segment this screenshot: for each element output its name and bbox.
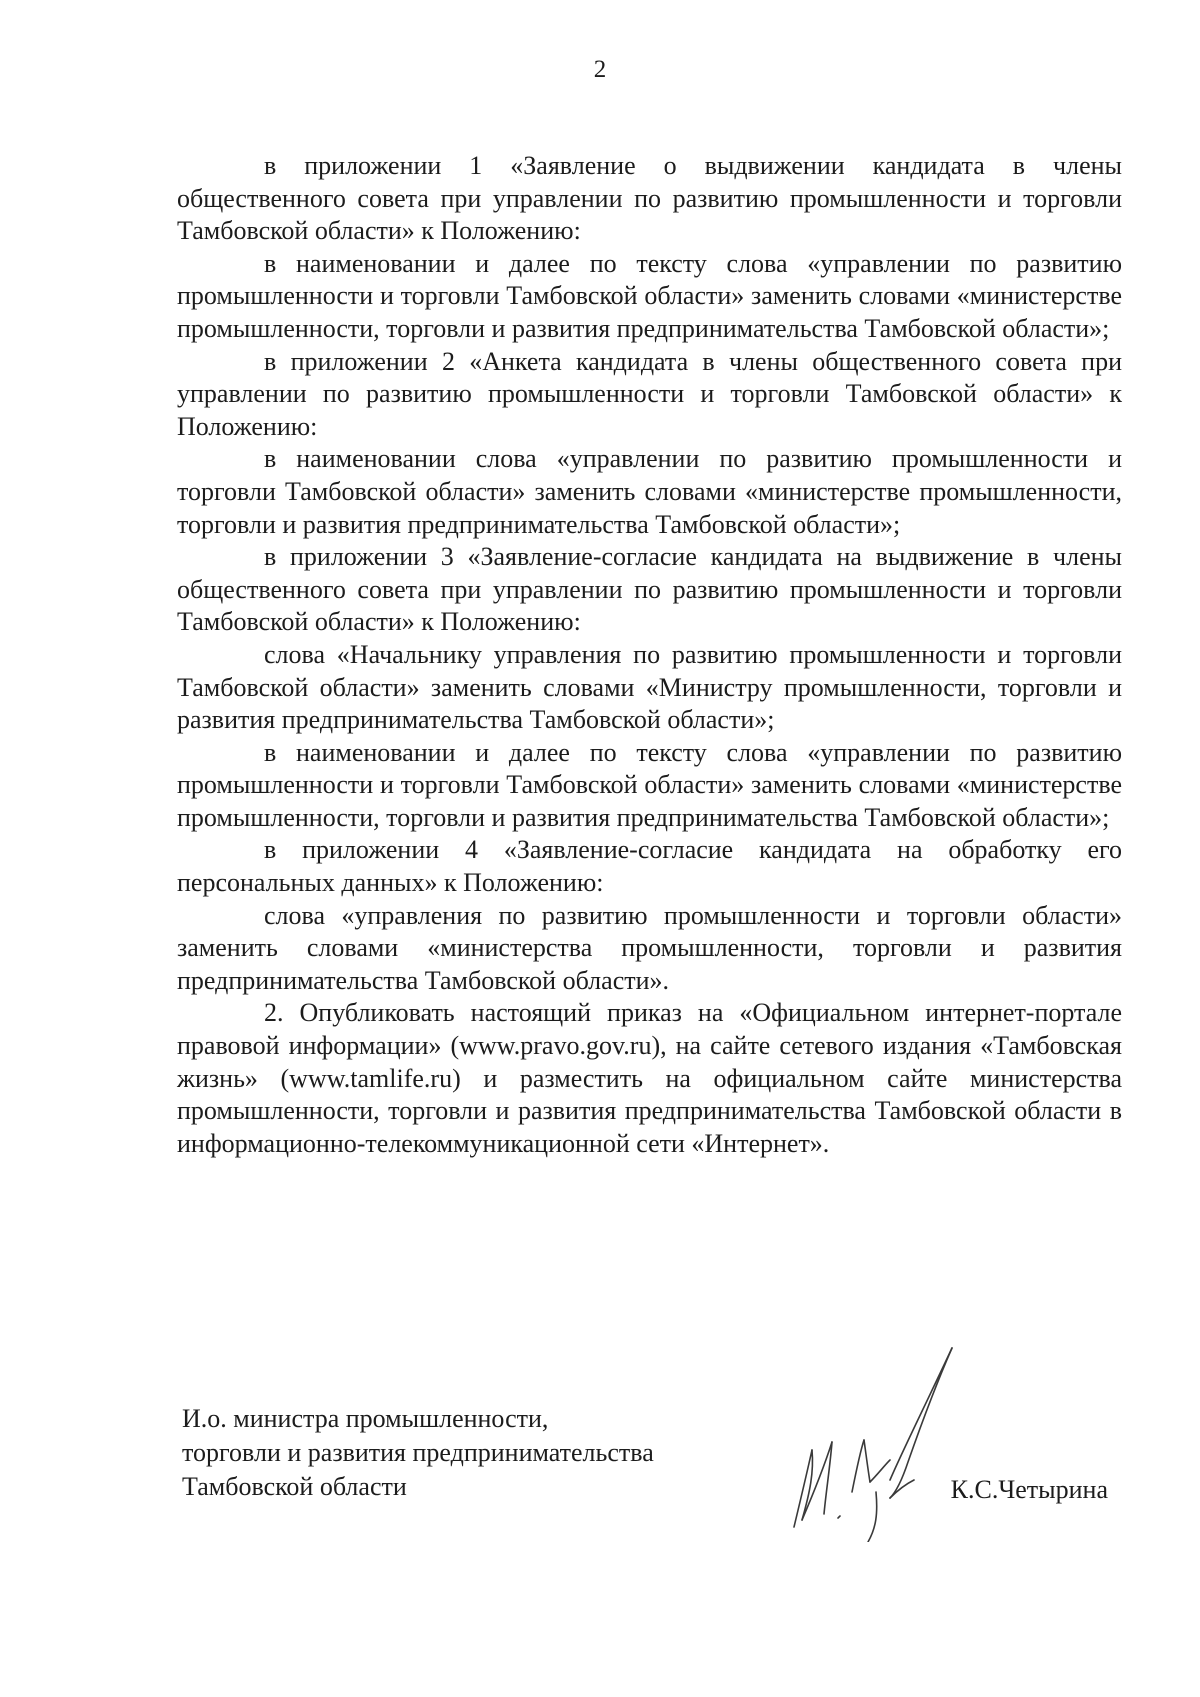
signer-name: К.С.Четырина: [950, 1475, 1108, 1504]
paragraph-appendix-4-change: слова «управления по развитию промышленности и торговли области» заменить словами «министерства промышленности, торговли и развития предпринимательства Тамбовской области».: [177, 900, 1122, 995]
signer-title: [182, 1402, 654, 1504]
body-text: [177, 150, 1122, 1160]
page-number: 2: [593, 56, 607, 83]
signer-title-line: торговли и развития предпринимательства: [182, 1438, 654, 1467]
paragraph-appendix-2-change: в наименовании слова «управлении по развитию промышленности и торговли Тамбовской области» заменить словами «министерстве промышленности, торговли и развития предпринимательства Тамбовской области»;: [177, 444, 1122, 539]
signature-block: [182, 1402, 1132, 1532]
paragraph-appendix-3: в приложении 3 «Заявление-согласие кандидата на выдвижение в члены общественного совета при управлении по развитию промышленности и торговли Тамбовской области» к Положению:: [177, 542, 1122, 637]
paragraph-appendix-1: в приложении 1 «Заявление о выдвижении кандидата в члены общественного совета при управлении по развитию промышленности и торговли Тамбовской области» к Положению:: [177, 151, 1122, 246]
paragraph-appendix-3-title-change: в наименовании и далее по тексту слова «управлении по развитию промышленности и торговли Тамбовской области» заменить словами «министерстве промышленности, торговли и развития предпринимательства Тамбовской области»;: [177, 737, 1122, 832]
paragraph-appendix-2: в приложении 2 «Анкета кандидата в члены общественного совета при управлении по развитию промышленности и торговли Тамбовской области» к Положению:: [177, 346, 1122, 441]
signer-title-line: И.о. министра промышленности,: [182, 1404, 549, 1433]
paragraph-appendix-1-change: в наименовании и далее по тексту слова «управлении по развитию промышленности и торговли Тамбовской области» заменить словами «министерстве промышленности, торговли и развития предпринимательства Тамбовской области»;: [177, 248, 1122, 343]
handwritten-signature: [772, 1342, 972, 1542]
paragraph-publication: 2. Опубликовать настоящий приказ на «Официальном интернет-портале правовой информации» (www.pravo.gov.ru), на сайте сетевого издания «Тамбовская жизнь» (www.tamlife.ru) и разместить на официальном сайте министерства промышленности, торговли и развития предпринимательства Тамбовской области в информационно-телекоммуникационной сети «Интернет».: [177, 998, 1122, 1158]
signer-title-line: Тамбовской области: [182, 1472, 407, 1501]
paragraph-appendix-4: в приложении 4 «Заявление-согласие кандидата на обработку его персональных данных» к Положению:: [177, 835, 1122, 898]
paragraph-appendix-3-words-change: слова «Начальнику управления по развитию промышленности и торговли Тамбовской области» заменить словами «Министру промышленности, торговли и развития предпринимательства Тамбовской области»;: [177, 639, 1122, 735]
